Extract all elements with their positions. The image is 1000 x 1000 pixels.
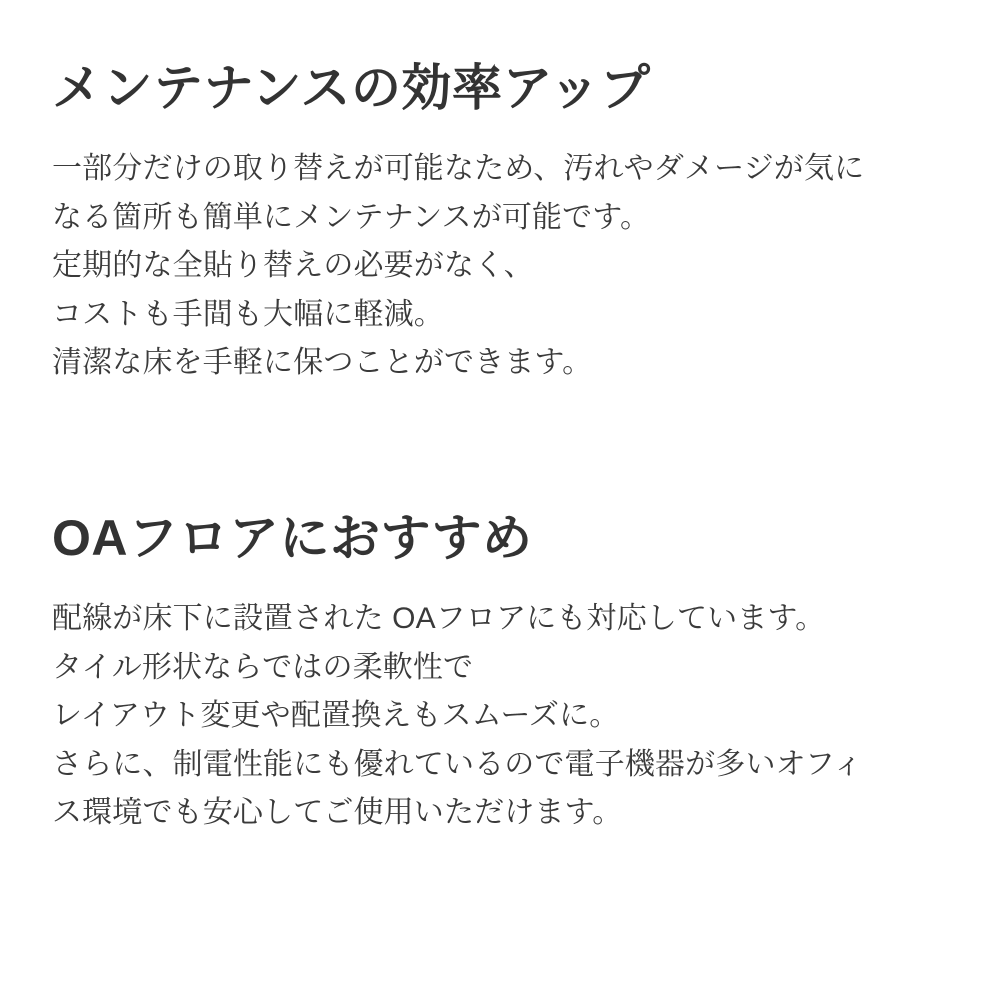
section-heading-oa-floor: OAフロアにおすすめ [52, 509, 533, 566]
section-maintenance-efficiency [52, 58, 948, 388]
body-line: タイル形状ならではの柔軟性で [52, 650, 474, 684]
body-line: 配線が床下に設置された OAフロアにも対応しています。 [52, 601, 826, 635]
section-body-maintenance-efficiency [52, 145, 948, 388]
body-line: 清潔な床を手軽に保つことができます。 [52, 346, 593, 380]
body-line: レイアウト変更や配置換えもスムーズに。 [52, 699, 620, 733]
section-body-oa-floor [52, 595, 948, 838]
body-line: 定期的な全貼り替えの必要がなく、 [52, 249, 534, 283]
body-line: なる箇所も簡単にメンテナンスが可能です。 [52, 200, 651, 234]
body-line: コストも手間も大幅に軽減。 [52, 297, 444, 331]
body-line: 一部分だけの取り替えが可能なため、汚れやダメージが気に [52, 152, 865, 185]
body-line: さらに、制電性能にも優れているので電子機器が多いオフィ [52, 747, 863, 781]
section-oa-floor [52, 508, 948, 838]
section-heading-maintenance-efficiency: メンテナンスの効率アップ [52, 60, 651, 116]
body-line: ス環境でも安心してご使用いただけます。 [52, 796, 623, 830]
